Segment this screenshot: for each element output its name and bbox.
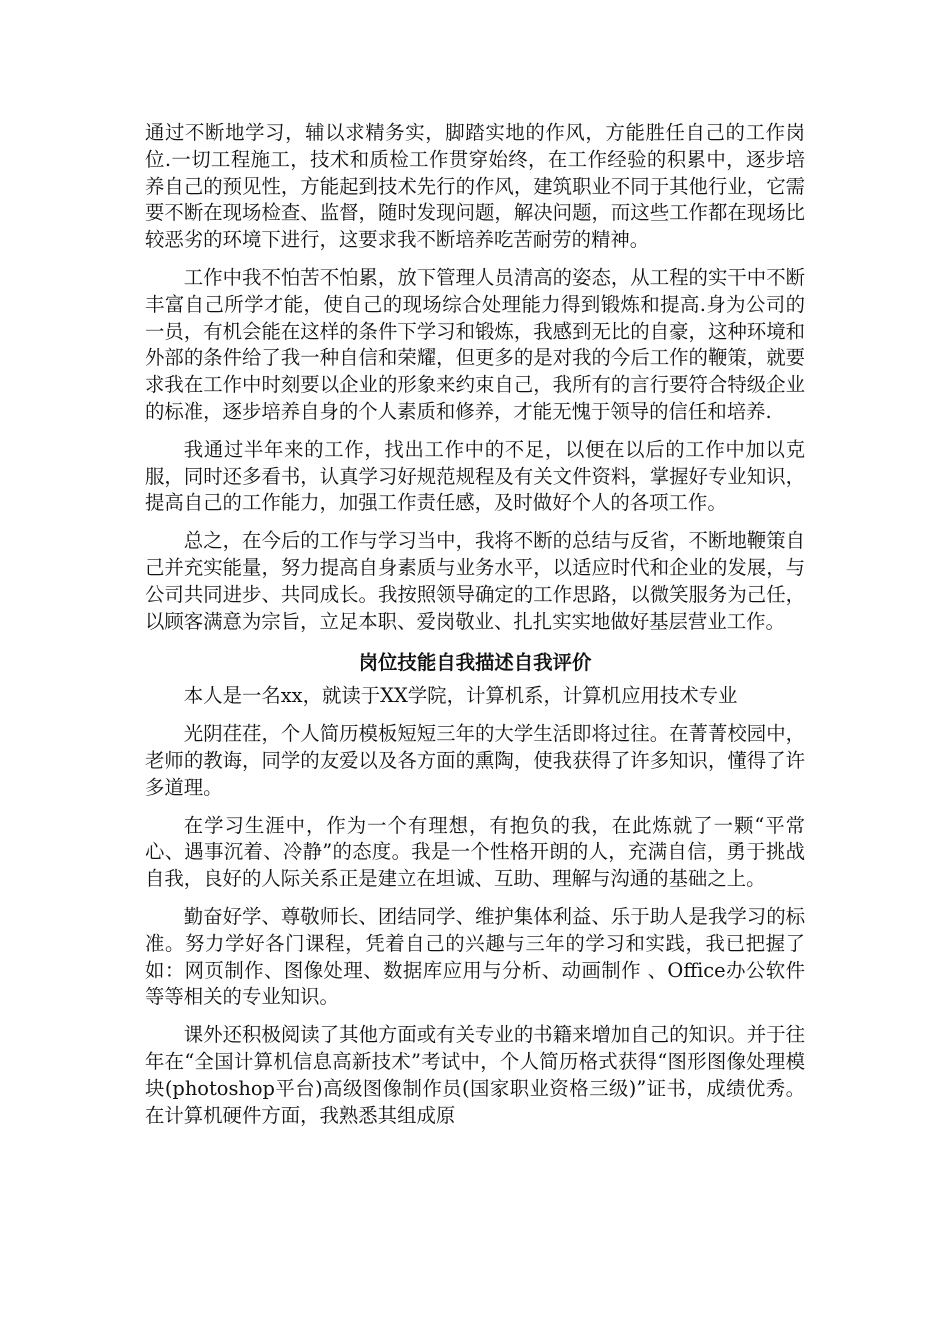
paragraph-9: 课外还积极阅读了其他方面或有关专业的书籍来增加自己的知识。并于往年在“全国计算机信息高新技术”考试中，个人简历格式获得“图形图像处理模块(photoshop平台)高级图像制作员(国家职业资格三级)”证书，成绩优秀。在计算机硬件方面，我熟悉其组成原 — [145, 1023, 805, 1127]
section-heading: 岗位技能自我描述自我评价 — [358, 651, 592, 675]
paragraph-5: 本人是一名xx，就读于XX学院，计算机系，计算机应用技术专业 — [183, 684, 738, 708]
paragraph-2: 工作中我不怕苦不怕累，放下管理人员清高的姿态，从工程的实干中不断丰富自己所学才能，使自己的现场综合处理能力得到锻炼和提高.身为公司的一员，有机会能在这样的条件下学习和锻炼，我感到无比的自豪，这种环境和外部的条件给了我一种自信和荣耀，但更多的是对我的今后工作的鞭策，就要求我在工作中时刻要以企业的形象来约束自己，我所有的言行要符合特级企业的标准，逐步培养自身的个人素质和修养，才能无愧于领导的信任和培养. — [145, 265, 805, 423]
paragraph-4: 总之，在今后的工作与学习当中，我将不断的总结与反省，不断地鞭策自己并充实能量，努力提高自身素质与业务水平，以适应时代和企业的发展，与公司共同进步、共同成长。我按照领导确定的工作思路，以微笑服务为己任，以顾客满意为宗旨，立足本职、爱岗敬业、扎扎实实地做好基层营业工作。 — [145, 529, 805, 633]
paragraph-7: 在学习生涯中，作为一个有理想，有抱负的我，在此炼就了一颗“平常心、遇事沉着、冷静”的态度。我是一个性格开朗的人，充满自信，勇于挑战自我，良好的人际关系正是建立在坦诚、互助、理解与沟通的基础之上。 — [145, 813, 805, 891]
paragraph-6: 光阴荏荏，个人简历模板短短三年的大学生活即将过往。在菁菁校园中，老师的教诲，同学的友爱以及各方面的熏陶，使我获得了许多知识，懂得了许多道理。 — [145, 722, 805, 799]
paragraph-3: 我通过半年来的工作，找出工作中的不足，以便在以后的工作中加以克服，同时还多看书，认真学习好规范规程及有关文件资料，掌握好专业知识，提高自己的工作能力，加强工作责任感，及时做好个人的各项工作。 — [145, 437, 805, 515]
document-page — [145, 120, 805, 1140]
paragraph-1: 通过不断地学习，辅以求精务实，脚踏实地的作风，方能胜任自己的工作岗位.一切工程施工，技术和质检工作贯穿始终，在工作经验的积累中，逐步培养自己的预见性，方能起到技术先行的作风，建筑职业不同于其他行业，它需要不断在现场检查、监督，随时发现问题，解决问题，而这些工作都在现场比较恶劣的环境下进行，这要求我不断培养吃苦耐劳的精神。 — [145, 121, 805, 252]
paragraph-8: 勤奋好学、尊敬师长、团结同学、维护集体利益、乐于助人是我学习的标准。努力学好各门课程，凭着自己的兴趣与三年的学习和实践，我已把握了如：网页制作、图像处理、数据库应用与分析、动画制作 、Office办公软件等等相关的专业知识。 — [145, 904, 805, 1009]
